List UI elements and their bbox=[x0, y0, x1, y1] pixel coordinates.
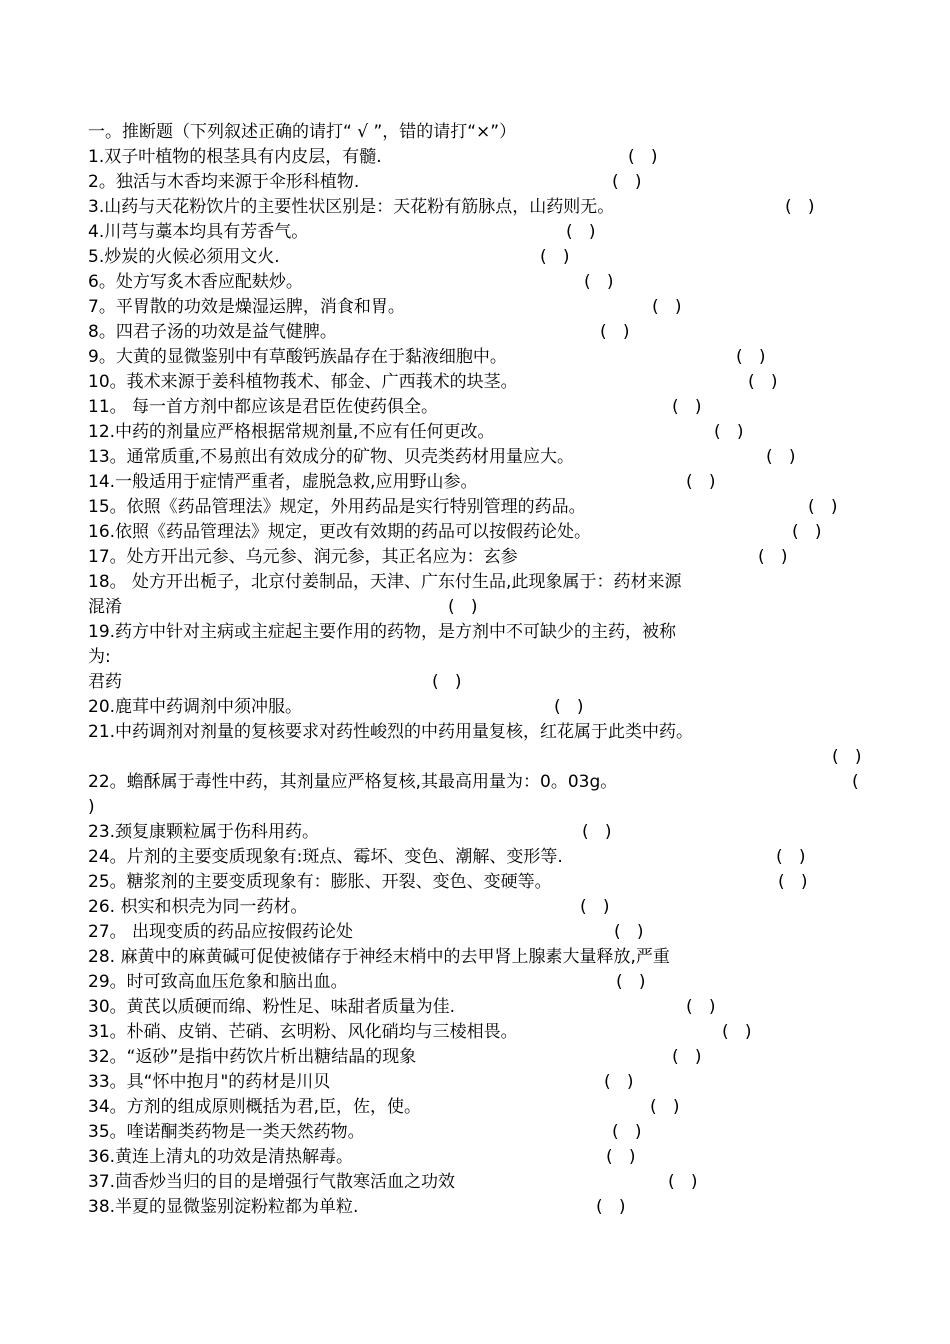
answer-blank: ( ) bbox=[596, 1197, 626, 1217]
answer-blank: ( ) bbox=[616, 972, 646, 992]
answer-blank: ( ) bbox=[722, 1022, 752, 1042]
answer-blank: ( ) bbox=[612, 1122, 642, 1142]
question-line bbox=[88, 1145, 353, 1170]
question-line bbox=[88, 470, 477, 495]
answer-blank: ( ) bbox=[628, 147, 658, 167]
question-text: 3.山药与天花粉饮片的主要性状区别是：天花粉有筋脉点，山药则无。 bbox=[88, 197, 615, 217]
answer-blank: ( ) bbox=[785, 197, 815, 217]
question-line bbox=[88, 695, 302, 720]
answer-blank: ( ) bbox=[668, 1172, 698, 1192]
question-line bbox=[88, 345, 507, 370]
answer-blank: ( ) bbox=[580, 897, 610, 917]
answer-blank: ( ) bbox=[604, 1072, 634, 1092]
question-line bbox=[88, 920, 353, 945]
question-text: 37.茴香炒当归的目的是增强行气散寒活血之功效 bbox=[88, 1172, 456, 1192]
answer-blank: ( ) bbox=[686, 472, 716, 492]
answer-blank: ( ) bbox=[606, 1147, 636, 1167]
answer-blank: ( ) bbox=[792, 522, 822, 542]
question-text: 4.川芎与藁本均具有芳香气。 bbox=[88, 222, 309, 242]
question-line bbox=[88, 420, 494, 445]
question-text: 34。方剂的组成原则概括为君,臣，佐，使。 bbox=[88, 1097, 422, 1117]
question-text: 一。推断题（下列叙述正确的请打“ √ ”，错的请打“×”） bbox=[88, 122, 517, 142]
question-line bbox=[88, 295, 405, 320]
question-text: 26. 枳实和枳壳为同一药材。 bbox=[88, 897, 308, 917]
question-text: 25。糖浆剂的主要变质现象有：膨胀、开裂、变色、变硬等。 bbox=[88, 872, 552, 892]
question-text: 19.药方中针对主病或主症起主要作用的药物，是方剂中不可缺少的主药，被称 bbox=[88, 622, 677, 642]
question-line bbox=[88, 970, 348, 995]
answer-blank: ( ) bbox=[432, 672, 462, 692]
question-line bbox=[88, 195, 614, 220]
question-line bbox=[88, 1020, 518, 1045]
question-text: 君药 bbox=[88, 672, 122, 692]
question-line bbox=[88, 595, 122, 620]
answer-blank: ( ) bbox=[614, 922, 644, 942]
question-line bbox=[88, 1170, 455, 1195]
question-text: 21.中药调剂对剂量的复核要求对药性峻烈的中药用量复核，红花属于此类中药。 bbox=[88, 722, 694, 742]
question-text: 8。四君子汤的功效是益气健脾。 bbox=[88, 322, 337, 342]
question-text: 6。处方写炙木香应配麸炒。 bbox=[88, 272, 303, 292]
question-line bbox=[88, 995, 455, 1020]
answer-blank: ( ) bbox=[582, 822, 612, 842]
question-line bbox=[88, 645, 111, 670]
question-line bbox=[88, 145, 382, 170]
question-text: 10。莪术来源于姜科植物莪术、郁金、广西莪术的块茎。 bbox=[88, 372, 518, 392]
question-text: 23.颈复康颗粒属于伤科用药。 bbox=[88, 822, 320, 842]
question-line bbox=[88, 720, 693, 745]
question-text: 7。平胃散的功效是燥湿运脾，消食和胃。 bbox=[88, 297, 405, 317]
question-line bbox=[88, 1120, 365, 1145]
question-line bbox=[88, 170, 359, 195]
answer-blank: ( ) bbox=[714, 422, 744, 442]
question-text: 为: bbox=[88, 647, 111, 667]
question-text: 31。朴硝、皮销、芒硝、玄明粉、风化硝均与三棱相畏。 bbox=[88, 1022, 518, 1042]
question-line bbox=[88, 570, 681, 595]
question-line bbox=[88, 370, 518, 395]
answer-blank: ( ) bbox=[808, 497, 838, 517]
question-text: 36.黄连上清丸的功效是清热解毒。 bbox=[88, 1147, 354, 1167]
question-text: 27。 出现变质的药品应按假药论处 bbox=[88, 922, 354, 942]
answer-blank: ( ) bbox=[778, 872, 808, 892]
question-text: 29。时可致高血压危象和脑出血。 bbox=[88, 972, 348, 992]
question-text: 13。通常质重,不易煎出有效成分的矿物、贝壳类药材用量应大。 bbox=[88, 447, 575, 467]
answer-blank: ( ) bbox=[766, 447, 796, 467]
question-line bbox=[88, 320, 337, 345]
question-text: 33。具“怀中抱月"的药材是川贝 bbox=[88, 1072, 331, 1092]
question-text: 12.中药的剂量应严格根据常规剂量,不应有任何更改。 bbox=[88, 422, 495, 442]
question-text: 11。 每一首方剂中都应该是君臣佐使药俱全。 bbox=[88, 397, 439, 417]
question-text: 20.鹿茸中药调剂中须冲服。 bbox=[88, 697, 303, 717]
answer-blank: ( ) bbox=[448, 597, 478, 617]
question-text: 1.双子叶植物的根茎具有内皮层，有髓. bbox=[88, 147, 382, 167]
question-line bbox=[88, 670, 122, 695]
question-text: 5.炒炭的火候必须用文火. bbox=[88, 247, 280, 267]
question-text: 30。黄芪以质硬而绵、粉性足、味甜者质量为佳. bbox=[88, 997, 456, 1017]
question-text: 35。喹诺酮类药物是一类天然药物。 bbox=[88, 1122, 365, 1142]
answer-blank: ( ) bbox=[554, 697, 584, 717]
question-line bbox=[88, 845, 563, 870]
question-text: 22。蟾酥属于毒性中药，其剂量应严格复核,其最高用量为：0。03g。 bbox=[88, 772, 618, 792]
answer-blank: ( ) bbox=[758, 547, 788, 567]
question-line bbox=[88, 1095, 421, 1120]
question-text: ) bbox=[88, 797, 95, 817]
question-line bbox=[88, 1045, 416, 1070]
question-text: 15。依照《药品管理法》规定，外用药品是实行特别管理的药品。 bbox=[88, 497, 586, 517]
question-line bbox=[88, 270, 303, 295]
answer-blank: ( ) bbox=[686, 997, 716, 1017]
answer-blank: ( ) bbox=[650, 1097, 680, 1117]
question-text: 28. 麻黄中的麻黄碱可促使被储存于神经末梢中的去甲肾上腺素大量释放,严重 bbox=[88, 947, 670, 967]
answer-blank: ( ) bbox=[672, 1047, 702, 1067]
question-line bbox=[88, 520, 591, 545]
question-line bbox=[88, 620, 676, 645]
question-text: 38.半夏的显微鉴别淀粉粒都为单粒. bbox=[88, 1197, 359, 1217]
question-line bbox=[88, 395, 438, 420]
question-text: 14.一般适用于症情严重者，虚脱急救,应用野山参。 bbox=[88, 472, 478, 492]
question-line bbox=[88, 445, 574, 470]
question-text: 16.依照《药品管理法》规定，更改有效期的药品可以按假药论处。 bbox=[88, 522, 592, 542]
answer-blank: ( ) bbox=[736, 347, 766, 367]
answer-blank: ( ) bbox=[748, 372, 778, 392]
answer-blank: ( ) bbox=[566, 222, 596, 242]
question-text: 17。处方开出元参、乌元参、润元参，其正名应为：玄参 bbox=[88, 547, 518, 567]
question-line bbox=[88, 895, 307, 920]
question-line bbox=[88, 220, 308, 245]
question-line bbox=[88, 245, 280, 270]
question-text: 24。片剂的主要变质现象有:斑点、霉坏、变色、潮解、变形等. bbox=[88, 847, 563, 867]
answer-blank: ( ) bbox=[776, 847, 806, 867]
question-line bbox=[88, 545, 518, 570]
question-line bbox=[88, 495, 586, 520]
question-text: 2。独活与木香均来源于伞形科植物. bbox=[88, 172, 360, 192]
question-text: 混淆 bbox=[88, 597, 122, 617]
answer-blank: ( ) bbox=[672, 397, 702, 417]
question-line bbox=[88, 795, 95, 820]
answer-blank: ( ) bbox=[832, 747, 862, 767]
question-line bbox=[88, 945, 670, 970]
question-line bbox=[88, 870, 552, 895]
question-line bbox=[88, 770, 617, 795]
answer-blank: ( ) bbox=[540, 247, 570, 267]
question-line bbox=[88, 820, 319, 845]
answer-blank: ( ) bbox=[600, 322, 630, 342]
answer-blank: ( ) bbox=[584, 272, 614, 292]
question-text: 32。“返砂”是指中药饮片析出糖结晶的现象 bbox=[88, 1047, 417, 1067]
question-line bbox=[88, 120, 516, 145]
question-text: 9。大黄的显微鉴别中有草酸钙族晶存在于黏液细胞中。 bbox=[88, 347, 507, 367]
question-text: 18。 处方开出栀子，北京付姜制品，天津、广东付生品,此现象属于：药材来源 bbox=[88, 572, 682, 592]
question-line bbox=[88, 1195, 358, 1220]
answer-blank: ( ) bbox=[652, 297, 682, 317]
question-line bbox=[88, 1070, 330, 1095]
answer-blank: ( bbox=[852, 772, 859, 792]
answer-blank: ( ) bbox=[612, 172, 642, 192]
